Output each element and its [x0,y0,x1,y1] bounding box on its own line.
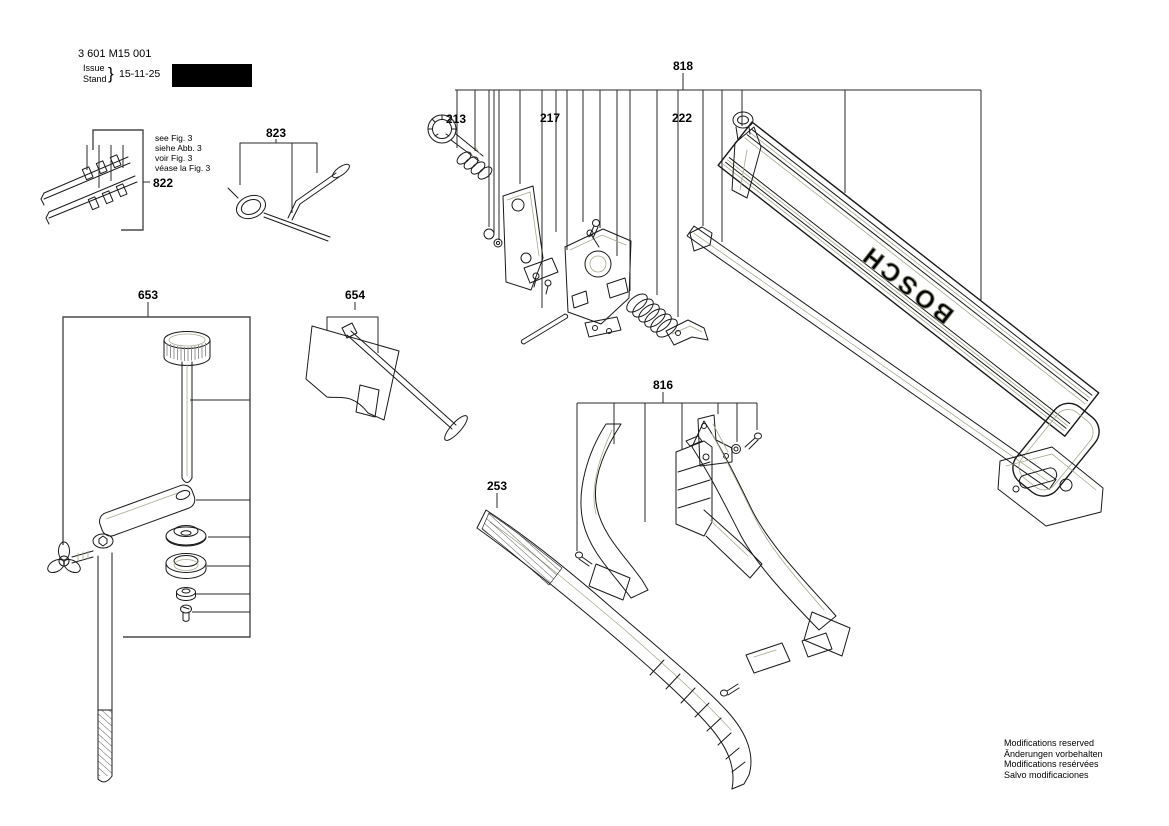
issue-date: 15-11-25 [119,68,161,80]
screw-816 [745,433,762,449]
footer-line-4: Salvo modificaciones [1004,770,1089,780]
note-line-4: véase la Fig. 3 [155,163,211,173]
brace-glyph: } [108,64,114,83]
part-spring-small [455,150,494,182]
foot-blocks [746,633,832,673]
flag-pin [342,323,470,443]
callout-654: 654 [344,288,366,302]
part-washer [494,239,502,247]
wing-screw [45,542,93,575]
note-line-2: siehe Abb. 3 [155,143,202,153]
handle-253 [477,510,751,789]
part-pin [521,314,567,344]
group-653 [45,288,250,782]
header [78,48,252,87]
washer-small [177,588,196,601]
collar-ring [166,554,206,579]
footer-line-3: Modifications resérvées [1004,759,1099,769]
group-822 [41,130,211,230]
group-818 [428,59,981,345]
callout-213: 213 [445,112,467,126]
part-washer-hole [496,241,499,244]
callout-823: 823 [265,126,287,140]
fence-rail [718,122,1099,436]
part-housing-217 [565,220,631,325]
note-line-3: voir Fig. 3 [155,153,193,163]
washer-816-hole [734,447,738,451]
part-nut [484,229,494,239]
leg-rear [692,421,850,656]
clamp-arm [93,482,197,548]
screw-653 [181,605,192,622]
callout-222: 222 [671,111,693,125]
washer-dome [166,526,206,547]
callout-217: 217 [539,111,561,125]
hex-key-straight [288,162,351,220]
part-screw-small [587,230,599,247]
callout-653: 653 [137,288,159,302]
issue-label: Issue [83,63,105,73]
leg-front [581,424,648,600]
figure-label: Fig./Abb. 5 [177,69,248,84]
see-fig-note [155,133,211,173]
group-816 [576,378,851,696]
hex-key-ring [228,188,330,241]
part-number: 3 601 M15 001 [78,48,152,60]
clamp-pole [98,553,112,782]
part-plate [503,186,558,294]
footer-line-2: Änderungen vorbehalten [1004,749,1103,759]
part-spring-large [624,290,681,340]
washer-816 [732,445,741,454]
rail-assembly-818 [687,112,1106,526]
group-823 [228,126,351,241]
footer-line-1: Modifications reserved [1004,738,1095,748]
note-line-1: see Fig. 3 [155,133,193,143]
group-654 [306,288,470,443]
bosch-logo-text: BOSCH [854,239,960,330]
clamp-shaft [182,362,192,483]
footer-note [1004,738,1103,780]
screw-leg-bottom [721,684,740,696]
stand-label: Stand [83,74,107,84]
callout-818: 818 [672,59,694,73]
callout-822: 822 [153,176,174,190]
callout-253: 253 [486,479,508,493]
screw-leg-left [576,552,593,566]
rail-base-bracket [998,447,1103,526]
clamp-knob [164,332,210,366]
callout-816: 816 [652,378,674,392]
